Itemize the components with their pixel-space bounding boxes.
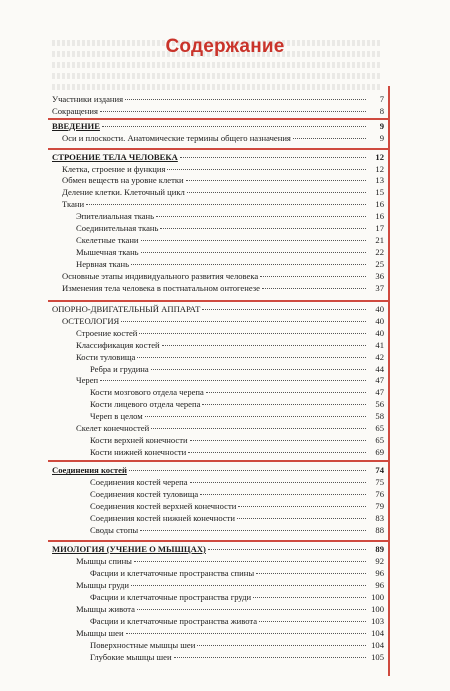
toc-entry bbox=[76, 628, 384, 639]
toc-entry-label: Ткани bbox=[62, 199, 85, 209]
toc-entry bbox=[90, 489, 384, 500]
dot-leader bbox=[140, 530, 366, 531]
dot-leader bbox=[102, 126, 366, 127]
toc-entry-page: 25 bbox=[375, 259, 384, 269]
toc-entry-page: 12 bbox=[375, 152, 384, 162]
dot-leader bbox=[188, 452, 366, 453]
section-divider bbox=[48, 300, 388, 302]
toc-entry bbox=[76, 352, 384, 363]
toc-entry-label: Участники издания bbox=[52, 94, 124, 104]
toc-entry bbox=[90, 387, 384, 398]
dot-leader bbox=[202, 309, 366, 310]
toc-entry-label: Соединительная ткань bbox=[76, 223, 159, 233]
toc-entry-label: Сокращения bbox=[52, 106, 98, 116]
toc-entry-label: Эпителиальная ткань bbox=[76, 211, 155, 221]
toc-entry-label: Скелет конечностей bbox=[76, 423, 150, 433]
toc-entry-page: 65 bbox=[375, 435, 384, 445]
toc-entry-page: 13 bbox=[375, 175, 384, 185]
toc-entry-page: 76 bbox=[375, 489, 384, 499]
toc-entry-page: 74 bbox=[375, 465, 384, 475]
dot-leader bbox=[259, 621, 366, 622]
dot-leader bbox=[156, 216, 366, 217]
toc-entry bbox=[90, 399, 384, 410]
dot-leader bbox=[200, 494, 366, 495]
toc-entry-label: Нервная ткань bbox=[76, 259, 130, 269]
toc-entry bbox=[90, 447, 384, 458]
dot-leader bbox=[237, 518, 366, 519]
toc-entry bbox=[76, 375, 384, 386]
dot-leader bbox=[187, 192, 366, 193]
toc-entry bbox=[76, 556, 384, 567]
dot-leader bbox=[141, 252, 366, 253]
toc-entry bbox=[62, 175, 384, 186]
page-title: Содержание bbox=[165, 36, 285, 57]
dot-leader bbox=[160, 228, 366, 229]
dot-leader bbox=[202, 404, 366, 405]
toc-entry-label: Соединения костей bbox=[52, 465, 127, 475]
toc-entry-page: 36 bbox=[375, 271, 384, 281]
dot-leader bbox=[180, 157, 366, 158]
toc-entry-label: Клетка, строение и функция bbox=[62, 164, 166, 174]
toc-entry-label: Глубокие мышцы шеи bbox=[90, 652, 172, 662]
toc-entry-page: 100 bbox=[371, 592, 384, 602]
toc-entry-page: 16 bbox=[375, 211, 384, 221]
toc-entry-label: Фасции и клетчаточные пространства спины bbox=[90, 568, 255, 578]
toc-entry-label: Фасции и клетчаточные пространства груди bbox=[90, 592, 252, 602]
toc-entry-page: 58 bbox=[375, 411, 384, 421]
toc-entry-page: 41 bbox=[375, 340, 384, 350]
dot-leader bbox=[139, 333, 366, 334]
toc-entry-label: Своды стопы bbox=[90, 525, 139, 535]
toc-entry-label: Череп в целом bbox=[90, 411, 143, 421]
toc-entry-label: Соединения костей черепа bbox=[90, 477, 188, 487]
toc-entry bbox=[62, 271, 384, 282]
toc-entry-label: ВВЕДЕНИЕ bbox=[52, 121, 100, 131]
toc-entry-label: Мышцы груди bbox=[76, 580, 129, 590]
toc-entry bbox=[76, 223, 384, 234]
dot-leader bbox=[190, 440, 366, 441]
toc-entry bbox=[90, 652, 384, 663]
toc-entry-page: 69 bbox=[375, 447, 384, 457]
toc-entry bbox=[62, 316, 384, 327]
toc-entry bbox=[76, 423, 384, 434]
toc-entry-label: ОПОРНО-ДВИГАТЕЛЬНЫЙ АППАРАТ bbox=[52, 304, 201, 314]
toc-entry bbox=[90, 364, 384, 375]
toc-entry bbox=[90, 616, 384, 627]
toc-entry-label: Фасции и клетчаточные пространства живота bbox=[90, 616, 258, 626]
toc-entry-label: Классификация костей bbox=[76, 340, 160, 350]
toc-entry bbox=[52, 465, 384, 476]
dot-leader bbox=[208, 549, 366, 550]
toc-entry bbox=[76, 580, 384, 591]
toc-entry bbox=[52, 94, 384, 105]
toc-entry bbox=[62, 187, 384, 198]
toc-entry-label: Изменения тела человека в постнатальном онтогенезе bbox=[62, 283, 260, 293]
toc-entry-page: 104 bbox=[371, 628, 384, 638]
toc-entry-label: Ребра и грудина bbox=[90, 364, 149, 374]
toc-entry-label: Деление клетки. Клеточный цикл bbox=[62, 187, 185, 197]
toc-entry-page: 105 bbox=[371, 652, 384, 662]
section-divider bbox=[48, 148, 388, 150]
toc-entry-label: Кости мозгового отдела черепа bbox=[90, 387, 204, 397]
toc-entry bbox=[76, 340, 384, 351]
toc-entry-label: МИОЛОГИЯ (УЧЕНИЕ О МЫШЦАХ) bbox=[52, 544, 206, 554]
toc-entry-label: Строение костей bbox=[76, 328, 138, 338]
toc-entry-page: 92 bbox=[375, 556, 384, 566]
toc-entry-page: 96 bbox=[375, 568, 384, 578]
toc-entry bbox=[76, 235, 384, 246]
dot-leader bbox=[293, 138, 366, 139]
toc-entry-page: 42 bbox=[375, 352, 384, 362]
toc-entry-label: Соединения костей верхней конечности bbox=[90, 501, 237, 511]
toc-entry-page: 47 bbox=[375, 375, 384, 385]
dot-leader bbox=[131, 585, 366, 586]
toc-entry bbox=[76, 259, 384, 270]
dot-leader bbox=[238, 506, 366, 507]
dot-leader bbox=[137, 609, 366, 610]
toc-entry-page: 40 bbox=[375, 328, 384, 338]
toc-entry bbox=[52, 106, 384, 117]
toc-entry-label: Обмен веществ на уровне клетки bbox=[62, 175, 184, 185]
dot-leader bbox=[174, 657, 366, 658]
toc-entry-label: Соединения костей туловища bbox=[90, 489, 199, 499]
toc-entry bbox=[62, 133, 384, 144]
dot-leader bbox=[151, 428, 366, 429]
toc-entry bbox=[90, 435, 384, 446]
toc-entry-page: 16 bbox=[375, 199, 384, 209]
toc-entry-label: Мышечная ткань bbox=[76, 247, 139, 257]
toc-entry-label: Мышцы шеи bbox=[76, 628, 124, 638]
toc-entry-page: 40 bbox=[375, 316, 384, 326]
toc-entry-page: 83 bbox=[375, 513, 384, 523]
toc-entry bbox=[90, 513, 384, 524]
dot-leader bbox=[126, 633, 366, 634]
toc-entry-page: 104 bbox=[371, 640, 384, 650]
toc-entry-label: Кости верхней конечности bbox=[90, 435, 188, 445]
dot-leader bbox=[253, 597, 366, 598]
dot-leader bbox=[100, 380, 366, 381]
toc-entry-page: 9 bbox=[379, 133, 384, 143]
toc-entry-label: Оси и плоскости. Анатомические термины общего назначения bbox=[62, 133, 291, 143]
toc-entry-page: 47 bbox=[375, 387, 384, 397]
toc-entry bbox=[90, 568, 384, 579]
toc-entry bbox=[76, 247, 384, 258]
dot-leader bbox=[167, 169, 366, 170]
toc-entry bbox=[52, 152, 384, 163]
toc-entry-page: 100 bbox=[371, 604, 384, 614]
toc-entry-page: 79 bbox=[375, 501, 384, 511]
toc-entry-label: Мышцы спины bbox=[76, 556, 132, 566]
dot-leader bbox=[134, 561, 366, 562]
section-divider bbox=[48, 460, 388, 462]
dot-leader bbox=[121, 321, 366, 322]
toc-entry-page: 17 bbox=[375, 223, 384, 233]
toc-entry-label: Основные этапы индивидуального развития человека bbox=[62, 271, 259, 281]
dot-leader bbox=[137, 357, 366, 358]
dot-leader bbox=[262, 288, 366, 289]
toc-entry-page: 89 bbox=[375, 544, 384, 554]
dot-leader bbox=[131, 264, 366, 265]
dot-leader bbox=[260, 276, 366, 277]
toc-entry bbox=[62, 164, 384, 175]
dot-leader bbox=[100, 111, 366, 112]
toc-entry-page: 9 bbox=[379, 121, 384, 131]
toc-entry bbox=[90, 501, 384, 512]
dot-leader bbox=[190, 482, 366, 483]
dot-leader bbox=[141, 240, 366, 241]
toc-entry-page: 40 bbox=[375, 304, 384, 314]
dot-leader bbox=[256, 573, 366, 574]
toc-entry bbox=[52, 544, 384, 555]
dot-leader bbox=[151, 369, 366, 370]
toc-entry-label: Кости туловища bbox=[76, 352, 136, 362]
dot-leader bbox=[162, 345, 366, 346]
toc-entry-page: 7 bbox=[379, 94, 384, 104]
toc-entry-page: 8 bbox=[379, 106, 384, 116]
toc-entry-page: 22 bbox=[375, 247, 384, 257]
toc-entry-label: Мышцы живота bbox=[76, 604, 135, 614]
section-divider bbox=[48, 118, 388, 120]
toc-entry-label: Череп bbox=[76, 375, 99, 385]
toc-entry-page: 21 bbox=[375, 235, 384, 245]
toc-entry bbox=[76, 604, 384, 615]
toc-entry-label: ОСТЕОЛОГИЯ bbox=[62, 316, 120, 326]
toc-entry-label: Скелетные ткани bbox=[76, 235, 139, 245]
dot-leader bbox=[197, 645, 366, 646]
toc-entry-label: СТРОЕНИЕ ТЕЛА ЧЕЛОВЕКА bbox=[52, 152, 178, 162]
toc-entry bbox=[76, 328, 384, 339]
section-divider bbox=[48, 540, 388, 542]
toc-entry-label: Поверхностные мышцы шеи bbox=[90, 640, 196, 650]
toc-entry bbox=[52, 121, 384, 132]
toc-entry bbox=[52, 304, 384, 315]
dot-leader bbox=[186, 180, 366, 181]
toc-entry bbox=[90, 477, 384, 488]
toc-entry-label: Кости нижней конечности bbox=[90, 447, 187, 457]
toc-entry-page: 75 bbox=[375, 477, 384, 487]
toc-entry-page: 65 bbox=[375, 423, 384, 433]
toc-entry-label: Соединения костей нижней конечности bbox=[90, 513, 236, 523]
dot-leader bbox=[86, 204, 366, 205]
dot-leader bbox=[206, 392, 366, 393]
toc-entry-page: 88 bbox=[375, 525, 384, 535]
toc-entry-page: 96 bbox=[375, 580, 384, 590]
dot-leader bbox=[129, 470, 366, 471]
toc-entry bbox=[90, 411, 384, 422]
dot-leader bbox=[145, 416, 366, 417]
toc-entry-label: Кости лицевого отдела черепа bbox=[90, 399, 201, 409]
toc-entry bbox=[76, 211, 384, 222]
toc-entry-page: 44 bbox=[375, 364, 384, 374]
toc-entry-page: 103 bbox=[371, 616, 384, 626]
toc-entry bbox=[90, 640, 384, 651]
toc-entry bbox=[90, 525, 384, 536]
toc-entry bbox=[62, 283, 384, 294]
toc-entry-page: 15 bbox=[375, 187, 384, 197]
toc-entry bbox=[62, 199, 384, 210]
toc-entry-page: 37 bbox=[375, 283, 384, 293]
toc-entry-page: 56 bbox=[375, 399, 384, 409]
toc-entry-page: 12 bbox=[375, 164, 384, 174]
toc-entry bbox=[90, 592, 384, 603]
dot-leader bbox=[125, 99, 366, 100]
